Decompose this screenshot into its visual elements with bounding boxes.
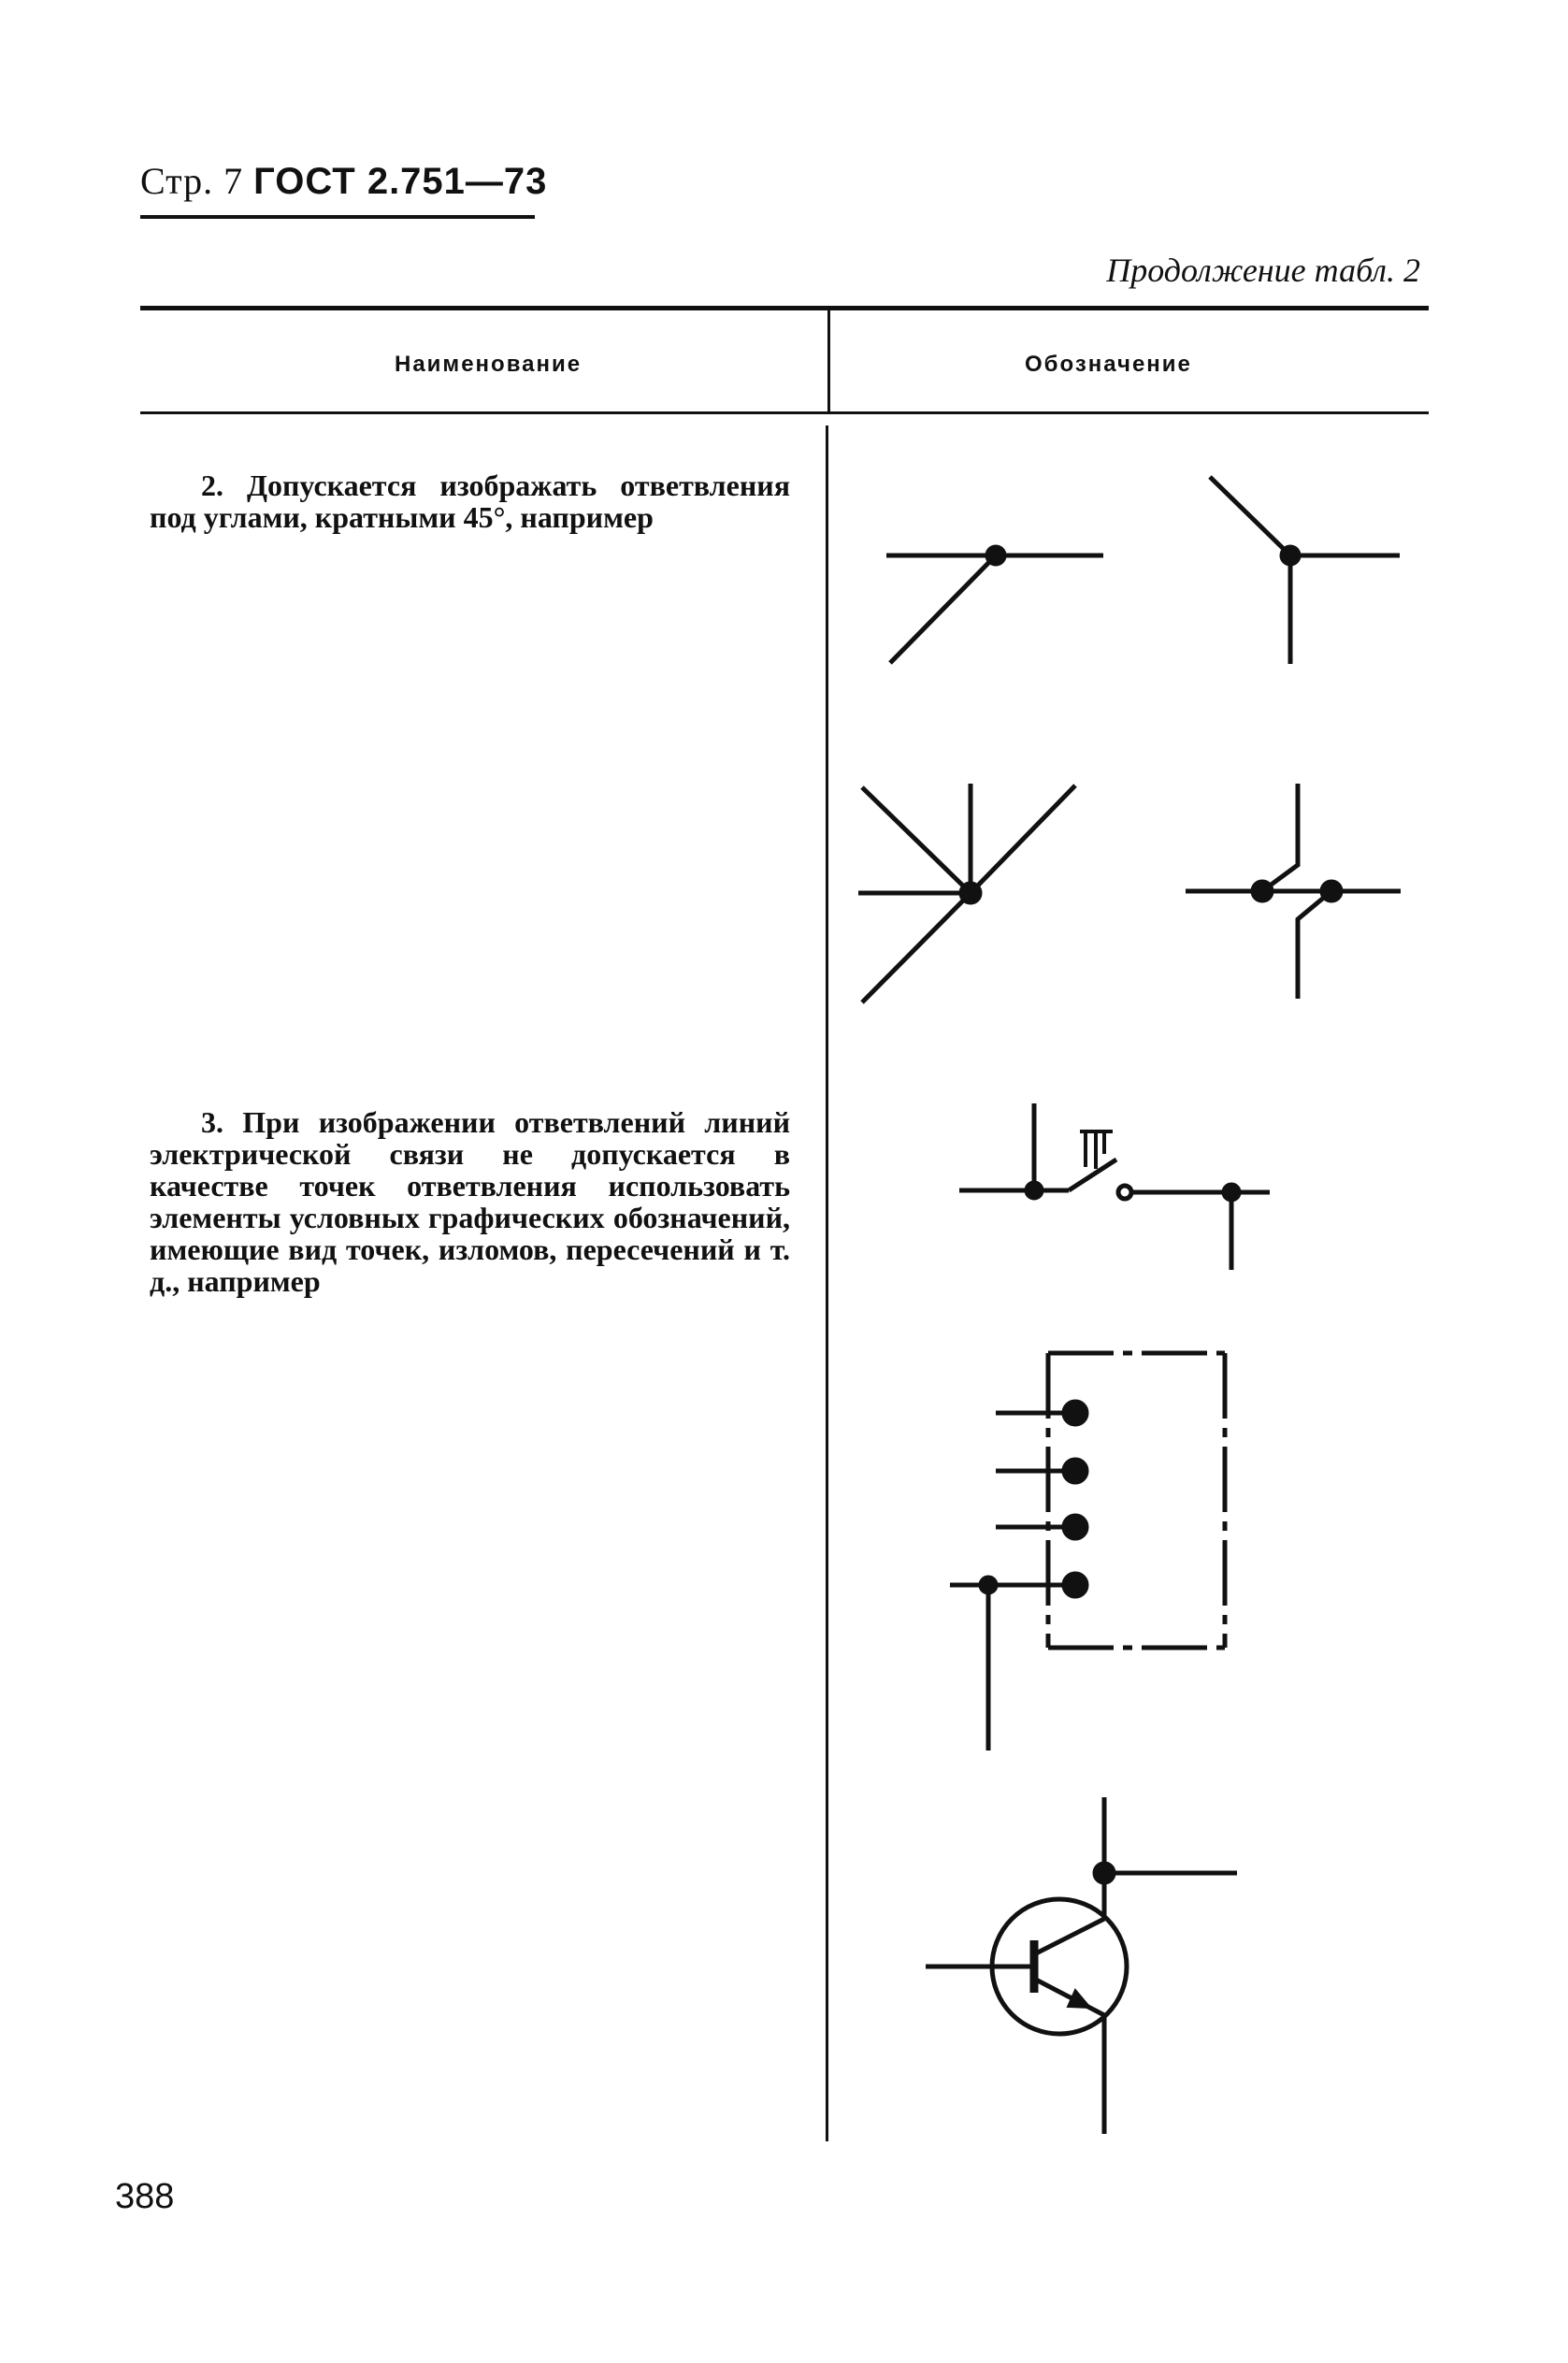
pushbutton-switch-circuit	[959, 1103, 1270, 1270]
d3-diagonal-upper-right	[971, 785, 1075, 893]
transistor-circuit	[926, 1797, 1237, 2134]
d1-junction-dot	[987, 547, 1004, 564]
row-2-paragraph: 2. Допускается изображать ответвления под углами, кратными 45°, например	[150, 468, 790, 534]
table-continuation-label: Продолжение табл. 2	[1106, 252, 1420, 289]
d3-diagonal-lower-left	[862, 893, 971, 1002]
column-header-symbol: Обозначение	[1025, 352, 1192, 377]
d6-terminal-4	[1064, 1574, 1086, 1596]
d5-junction-dot-left	[1027, 1183, 1042, 1198]
d3-diagonal-upper-left	[862, 787, 971, 893]
d6-terminal-1	[1064, 1402, 1086, 1424]
page-number: 388	[115, 2177, 175, 2216]
branch-45-down-left	[886, 547, 1103, 663]
d6-terminal-3	[1064, 1516, 1086, 1538]
connector-block	[950, 1353, 1225, 1751]
d5-switch-contact	[1118, 1186, 1131, 1199]
page-prefix: Стр. 7	[140, 160, 244, 202]
branch-offset	[1186, 784, 1401, 999]
d4-lower-bent-branch	[1298, 891, 1331, 999]
d6-terminal-2	[1064, 1460, 1086, 1482]
d7-emitter-arrow	[1068, 1990, 1090, 2008]
branch-star	[858, 784, 1075, 1002]
d4-junction-dot-right	[1322, 882, 1341, 901]
d7-junction-dot	[1095, 1864, 1114, 1882]
d2-diagonal-branch	[1210, 477, 1290, 555]
d5-switch-blade	[1069, 1160, 1116, 1190]
d7-collector-line	[1034, 1919, 1104, 1954]
d7-emitter-line	[1034, 1979, 1104, 2015]
d6-junction-dot	[981, 1578, 996, 1592]
d1-diagonal-branch	[890, 555, 996, 663]
row-3-paragraph: 3. При изображении ответвлений линий электрической связи не допускается в качестве точек ответвления использовать элементы условных графических обозначений, имеющие вид точек, изломов, пересечений и т. д., например	[150, 1105, 790, 1298]
branch-45-up-left	[1210, 477, 1400, 664]
d2-junction-dot	[1282, 547, 1299, 564]
d3-junction-dot	[961, 884, 980, 902]
d4-upper-bent-branch	[1262, 784, 1298, 891]
d5-junction-dot-right	[1224, 1185, 1239, 1200]
standard-number: ГОСТ 2.751—73	[253, 161, 548, 202]
column-header-name: Наименование	[395, 352, 583, 377]
d4-junction-dot-left	[1253, 882, 1272, 901]
